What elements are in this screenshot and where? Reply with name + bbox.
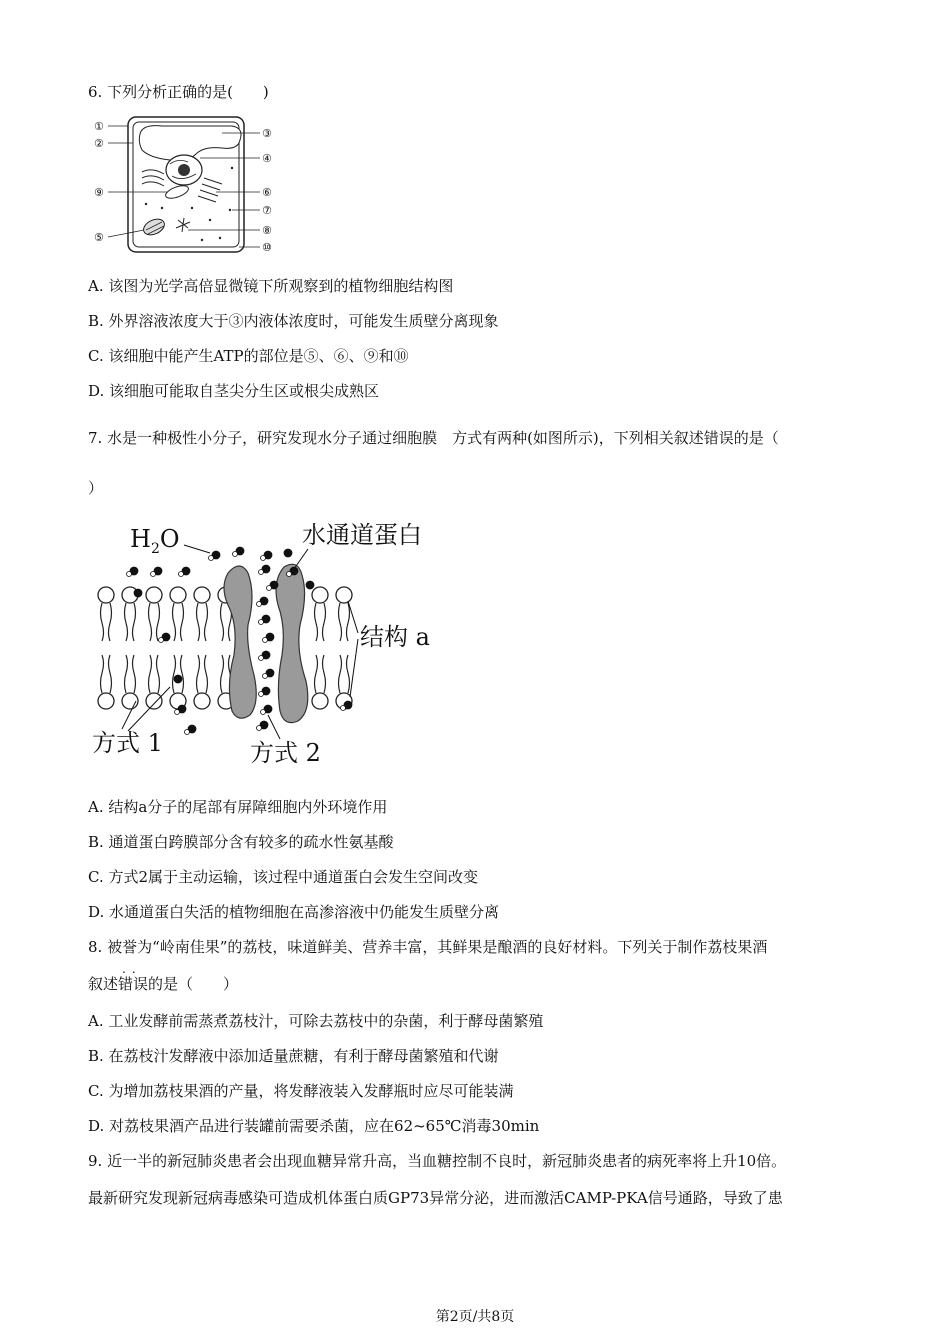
label-1: ① <box>94 120 104 133</box>
q6-option-d: D. 该细胞可能取自茎尖分生区或根尖成熟区 <box>88 382 380 400</box>
channel-protein-right <box>276 564 308 722</box>
q8-option-a: A. 工业发酵前需蒸煮荔枝汁，可除去荔枝中的杂菌，利于酵母菌繁殖 <box>88 1012 544 1030</box>
label-8: ⑧ <box>262 224 272 237</box>
q9-line1: 9. 近一半的新冠肺炎患者会出现血糖异常升高，当血糖控制不良时，新冠肺炎患者的病死率将上升10倍。 <box>88 1152 787 1170</box>
channel-protein-label: 水通道蛋白 <box>302 521 422 549</box>
q7-option-c: C. 方式2属于主动运输，该过程中通道蛋白会发生空间改变 <box>88 868 479 886</box>
q6-option-a: A. 该图为光学高倍显微镜下所观察到的植物细胞结构图 <box>88 277 454 295</box>
q6-option-c: C. 该细胞中能产生ATP的部位是⑤、⑥、⑨和⑩ <box>88 347 409 365</box>
label-6: ⑥ <box>262 186 272 199</box>
mitochondrion <box>164 183 190 201</box>
q8-option-b: B. 在荔枝汁发酵液中添加适量蔗糖，有利于酵母菌繁殖和代谢 <box>88 1047 499 1065</box>
label-10: ⑩ <box>262 241 272 254</box>
q8-stem-line2: 叙述错误的是（ ） <box>88 975 239 993</box>
plant-cell-diagram <box>92 112 282 257</box>
q7-option-b: B. 通道蛋白跨膜部分含有较多的疏水性氨基酸 <box>88 833 394 851</box>
label-2: ② <box>94 137 104 150</box>
page-footer: 第2页/共8页 <box>435 1309 515 1325</box>
chloroplast <box>141 216 167 238</box>
q7-stem-end: ） <box>88 479 104 497</box>
h2o-label-sub: 2 <box>150 541 160 557</box>
q6-option-b: B. 外界溶液浓度大于③内液体浓度时，可能发生质壁分离现象 <box>88 312 499 330</box>
q8-option-c: C. 为增加荔枝果酒的产量，将发酵液装入发酵瓶时应尽可能装满 <box>88 1082 514 1100</box>
label-3: ③ <box>262 127 272 140</box>
water-channel-diagram <box>88 515 458 777</box>
svg-text:H2O <box>130 525 180 557</box>
label-7: ⑦ <box>262 204 272 217</box>
label-9: ⑨ <box>94 186 104 199</box>
q7-option-d: D. 水通道蛋白失活的植物细胞在高渗溶液中仍能发生质壁分离 <box>88 903 500 921</box>
q6-stem: 6. 下列分析正确的是( ) <box>88 83 269 101</box>
q9-line2: 最新研究发现新冠病毒感染可造成机体蛋白质GP73异常分泌，进而激活CAMP-PKA信号通路，导致了患 <box>88 1189 783 1207</box>
golgi <box>142 170 164 186</box>
mode-2-label: 方式 2 <box>250 739 321 767</box>
h2o-label-o: O <box>159 525 180 553</box>
q7-stem: 7. 水是一种极性小分子，研究发现水分子通过细胞膜 方式有两种(如图所示)，下列相关叙述错误的是（ <box>88 429 779 447</box>
h2o-label-h: H <box>130 525 151 553</box>
lower-lipid-heads <box>98 693 352 709</box>
q8-emphasis-dots: .. <box>122 962 142 976</box>
label-5: ⑤ <box>94 231 104 244</box>
vacuole <box>139 126 241 161</box>
q8-option-d: D. 对荔枝果酒产品进行装罐前需要杀菌，应在62~65℃消毒30min <box>88 1117 540 1135</box>
mode-1-label: 方式 1 <box>92 729 163 757</box>
q7-option-a: A. 结构a分子的尾部有屏障细胞内外环境作用 <box>88 798 388 816</box>
structure-a-label: 结构 a <box>360 623 430 651</box>
q8-stem-line1: 8. 被誉为“岭南佳果”的荔枝，味道鲜美、营养丰富，其鲜果是酿酒的良好材料。下列关于制作荔枝果酒 <box>88 938 768 956</box>
label-4: ④ <box>262 152 272 165</box>
